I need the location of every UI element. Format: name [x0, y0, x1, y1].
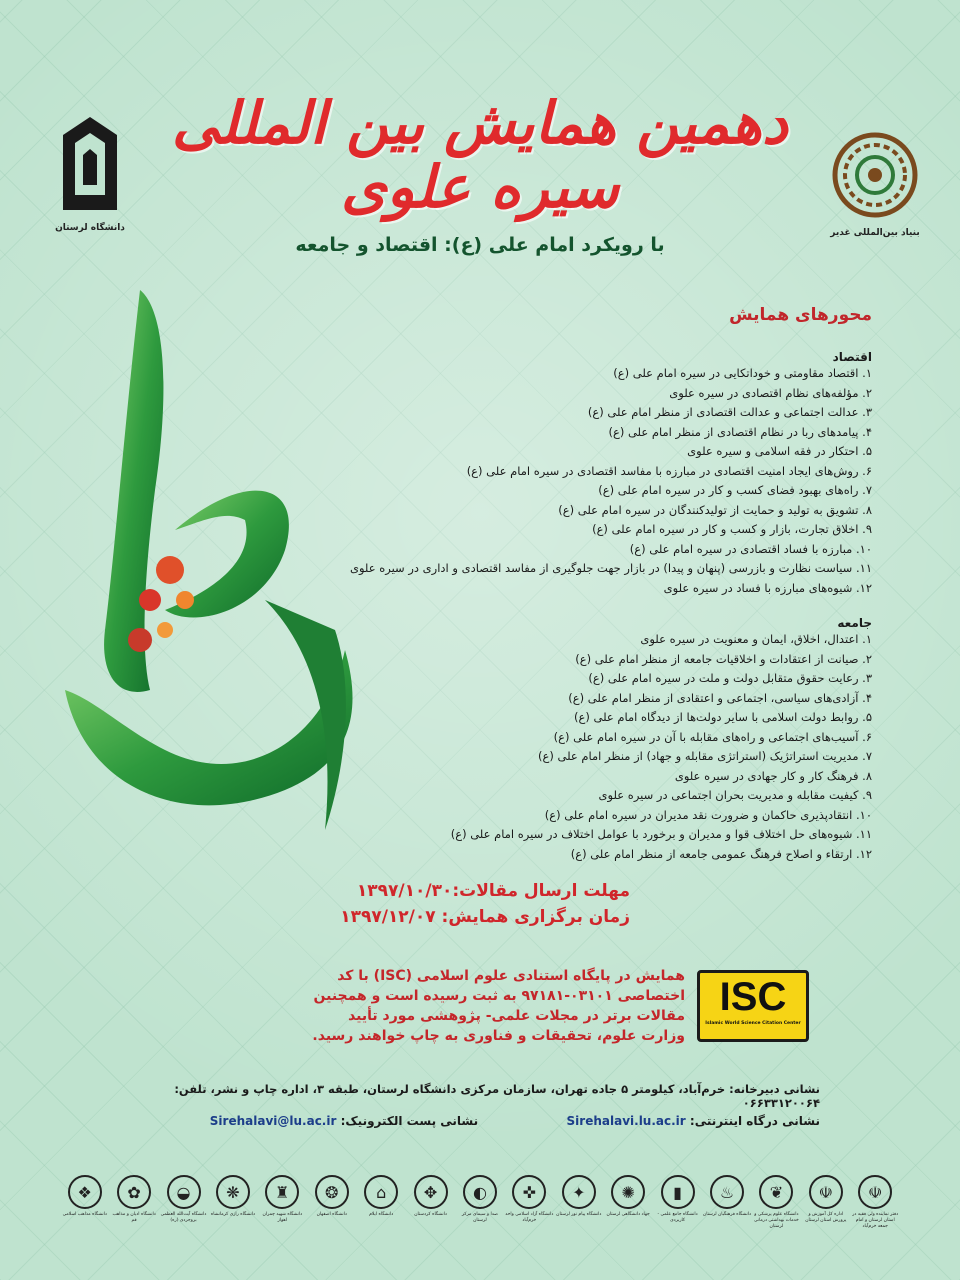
list-item: ۱۲. شیوه‌های مبارزه با فساد در سیره علوی: [663, 580, 872, 595]
broadcast-emblem-icon: ◐: [463, 1175, 497, 1209]
topics-heading: محورهای همایش: [729, 305, 872, 325]
iran-emblem-icon: ☫: [858, 1175, 892, 1209]
isc-badge-caption: Islamic World Science Citation Center: [705, 1021, 801, 1026]
conference-date: زمان برگزاری همایش: ۱۳۹۷/۱۲/۰۷: [340, 907, 630, 927]
sponsor-caption: دانشگاه آیت‌الله العظمی بروجردی (ره): [160, 1212, 207, 1223]
sponsor-logo: [159, 1175, 208, 1230]
list-item: ۱۱. شیوه‌های حل اختلاف قوا و مدیران و برخورد با عوامل اختلاف در سیره امام علی (ع): [450, 827, 872, 841]
sponsor-caption: دانشگاه جامع علمی - کاربردی: [657, 1212, 698, 1223]
sponsor-caption: دانشگاه رازی کرمانشاه: [210, 1212, 255, 1217]
sponsor-logo: [851, 1175, 900, 1230]
society-list: [332, 630, 872, 864]
sponsor-logo: [60, 1175, 109, 1230]
economy-list: [332, 364, 872, 598]
dome-emblem-icon: ◒: [167, 1175, 201, 1209]
pillar-emblem-icon: ▮: [661, 1175, 695, 1209]
sponsor-logo: [208, 1175, 257, 1230]
sponsor-caption: دانشگاه مذاهب اسلامی: [62, 1212, 107, 1217]
economy-title: اقتصاد: [832, 350, 872, 364]
isc-logo: [697, 970, 809, 1042]
society-topics: [332, 616, 872, 864]
sponsor-caption: دانشگاه آزاد اسلامی واحد خرم‌آباد: [505, 1212, 554, 1223]
sponsor-logo: [801, 1175, 850, 1230]
list-item: ۴. آزادی‌های سیاسی، اجتماعی و اعتقادی از منظر امام علی (ع): [568, 690, 872, 705]
list-item: ۱۲. ارتقاء و اصلاح فرهنگ عمومی جامعه از منظر امام علی (ع): [570, 846, 872, 861]
sponsor-logo: [356, 1175, 405, 1230]
sponsor-logo: [258, 1175, 307, 1230]
pnu-emblem-icon: ✦: [562, 1175, 596, 1209]
mazaheb-emblem-icon: ❖: [68, 1175, 102, 1209]
secretariat-address: نشانی دبیرخانه: خرم‌آباد، کیلومتر ۵ جاده تهران، سازمان مرکزی دانشگاه لرستان، طبقه ۳، اداره چاپ و نشر، تلفن: ۰۶۶۳۳۱۲۰۰۶۴: [174, 1082, 820, 1110]
sponsor-logo: [554, 1175, 603, 1230]
conference-title: دهمین همایش بین المللی سیره علوی: [172, 89, 788, 221]
chamran-emblem-icon: ♜: [265, 1175, 299, 1209]
lorestan-university-logo: [45, 115, 135, 233]
list-item: ۱. اعتدال، اخلاق، ایمان و معنویت در سیره علوی: [640, 632, 872, 646]
sponsor-logo: [702, 1175, 751, 1230]
website-label: نشانی درگاه اینترنتی:: [689, 1114, 820, 1128]
economy-topics: [332, 350, 872, 598]
sponsor-logo: [752, 1175, 801, 1230]
sponsor-logo: [109, 1175, 158, 1230]
sponsor-caption: دانشگاه شهید چمران اهواز: [262, 1212, 303, 1223]
society-title: جامعه: [837, 616, 872, 630]
list-item: ۳. عدالت اجتماعی و عدالت اقتصادی از منظر امام علی (ع): [587, 405, 872, 419]
book-emblem-icon: ❦: [759, 1175, 793, 1209]
sponsor-caption: دانشگاه فرهنگیان لرستان: [702, 1212, 752, 1217]
contact-row: [190, 1114, 820, 1128]
left-logo-caption: دانشگاه لرستان: [55, 223, 125, 233]
sponsor-logos: [60, 1175, 900, 1230]
list-item: ۷. مدیریت استراتژیک (استراتژی مقابله و جهاد) از منظر امام علی (ع): [538, 749, 872, 763]
isc-registration-text: همایش در پایگاه استنادی علوم اسلامی (ISC) با کد اختصاصی ۰۳۱۰۱-۹۷۱۸۱ به ثبت رسیده است و همچنین مقالات برتر در مجلات علمی- پژوهشی مورد تأیید وزارت علوم، تحقیقات و فناوری به چاپ خواهند رسید.: [312, 968, 685, 1044]
deadlines-block: [330, 878, 630, 930]
isc-badge-label: ISC: [719, 975, 787, 1019]
sponsor-caption: صدا و سیمای مرکز لرستان: [461, 1212, 498, 1223]
list-item: ۱۰. انتقادپذیری حاکمان و ضرورت نقد مدیران در سیره امام علی (ع): [544, 807, 872, 822]
list-item: ۵. احتکار در فقه اسلامی و سیره علوی: [687, 444, 872, 458]
email-label: نشانی پست الکترونیک:: [340, 1114, 479, 1128]
sponsor-caption: دانشگاه اصفهان: [316, 1212, 347, 1217]
list-item: ۸. تشویق به تولید و حمایت از تولیدکنندگان در سیره امام علی (ع): [558, 502, 872, 517]
email-link[interactable]: Sirehalavi@lu.ac.ir: [209, 1114, 337, 1128]
list-item: ۸. فرهنگ کار و کار جهادی در سیره علوی: [674, 768, 872, 783]
iran-emblem-icon: ☫: [809, 1175, 843, 1209]
list-item: ۹. کیفیت مقابله و مدیریت بحران اجتماعی در سیره علوی: [598, 788, 872, 802]
list-item: ۱۰. مبارزه با فساد اقتصادی در سیره امام علی (ع): [629, 541, 872, 556]
sponsor-logo: [455, 1175, 504, 1230]
list-item: ۶. روش‌های ایجاد امنیت اقتصادی در مبارزه با مفاسد اقتصادی در سیره امام علی (ع): [466, 463, 872, 478]
list-item: ۶. آسیب‌های اجتماعی و راه‌های مقابله با آن در سیره امام علی (ع): [553, 729, 872, 744]
sponsor-caption: دانشگاه ایلام: [369, 1212, 394, 1217]
razi-emblem-icon: ❋: [216, 1175, 250, 1209]
sponsor-logo: [603, 1175, 652, 1230]
sponsor-caption: دفتر نماینده ولی فقیه در استان لرستان و امام جمعه خرم‌آباد: [852, 1212, 899, 1229]
isfahan-emblem-icon: ❂: [315, 1175, 349, 1209]
sponsor-logo: [653, 1175, 702, 1230]
sponsor-logo: [307, 1175, 356, 1230]
list-item: ۲. مؤلفه‌های نظام اقتصادی در سیره علوی: [669, 385, 872, 400]
ilam-emblem-icon: ⌂: [364, 1175, 398, 1209]
list-item: ۱. اقتصاد مقاومتی و خوداتکایی در سیره امام علی (ع): [613, 366, 872, 380]
ghadir-foundation-logo: [825, 130, 925, 238]
knot-emblem-icon: ✥: [414, 1175, 448, 1209]
sponsor-caption: جهاد دانشگاهی لرستان: [606, 1212, 650, 1217]
sponsor-caption: دانشگاه ادیان و مذاهب قم: [112, 1212, 156, 1223]
lorestan-university-emblem-icon: [55, 115, 125, 215]
ghadir-foundation-emblem-icon: [830, 130, 920, 220]
list-item: ۱۱. سیاست نظارت و بازرسی (پنهان و پیدا) در بازار جهت جلوگیری از مفاسد اقتصادی و اداری در سیره علوی: [349, 561, 872, 575]
sponsor-logo: [505, 1175, 554, 1230]
list-item: ۹. اخلاق تجارت، بازار و کسب و کار در سیره امام علی (ع): [592, 522, 872, 536]
sponsor-logo: [406, 1175, 455, 1230]
sponsor-caption: دانشگاه کردستان: [414, 1212, 447, 1217]
sponsor-caption: اداره کل آموزش و پرورش استان لرستان: [805, 1212, 847, 1223]
list-item: ۲. صیانت از اعتقادات و اخلاقیات جامعه از منظر امام علی (ع): [575, 651, 872, 666]
list-item: ۴. پیامدهای ربا در نظام اقتصادی از منظر امام علی (ع): [608, 424, 872, 439]
submission-deadline: مهلت ارسال مقالات:۱۳۹۷/۱۰/۳۰: [356, 881, 630, 901]
list-item: ۳. رعایت حقوق متقابل دولت و ملت در سیره امام علی (ع): [588, 671, 872, 685]
religions-emblem-icon: ✿: [117, 1175, 151, 1209]
conference-subtitle: با رویکرد امام علی (ع): اقتصاد و جامعه: [295, 234, 665, 256]
list-item: ۵. روابط دولت اسلامی با سایر دولت‌ها از دیدگاه امام علی (ع): [574, 710, 872, 724]
list-item: ۷. راه‌های بهبود فضای کسب و کار در سیره امام علی (ع): [598, 483, 872, 497]
jihad-emblem-icon: ✺: [611, 1175, 645, 1209]
sponsor-caption: دانشگاه پیام نور لرستان: [556, 1212, 602, 1217]
sponsor-caption: دانشگاه علوم پزشکی و خدمات بهداشتی درمانی لرستان: [753, 1212, 799, 1229]
right-logo-caption: بنیاد بین‌المللی غدیر: [830, 228, 920, 238]
website-link[interactable]: Sirehalavi.lu.ac.ir: [566, 1114, 686, 1128]
flame-emblem-icon: ♨: [710, 1175, 744, 1209]
azad-emblem-icon: ✜: [512, 1175, 546, 1209]
